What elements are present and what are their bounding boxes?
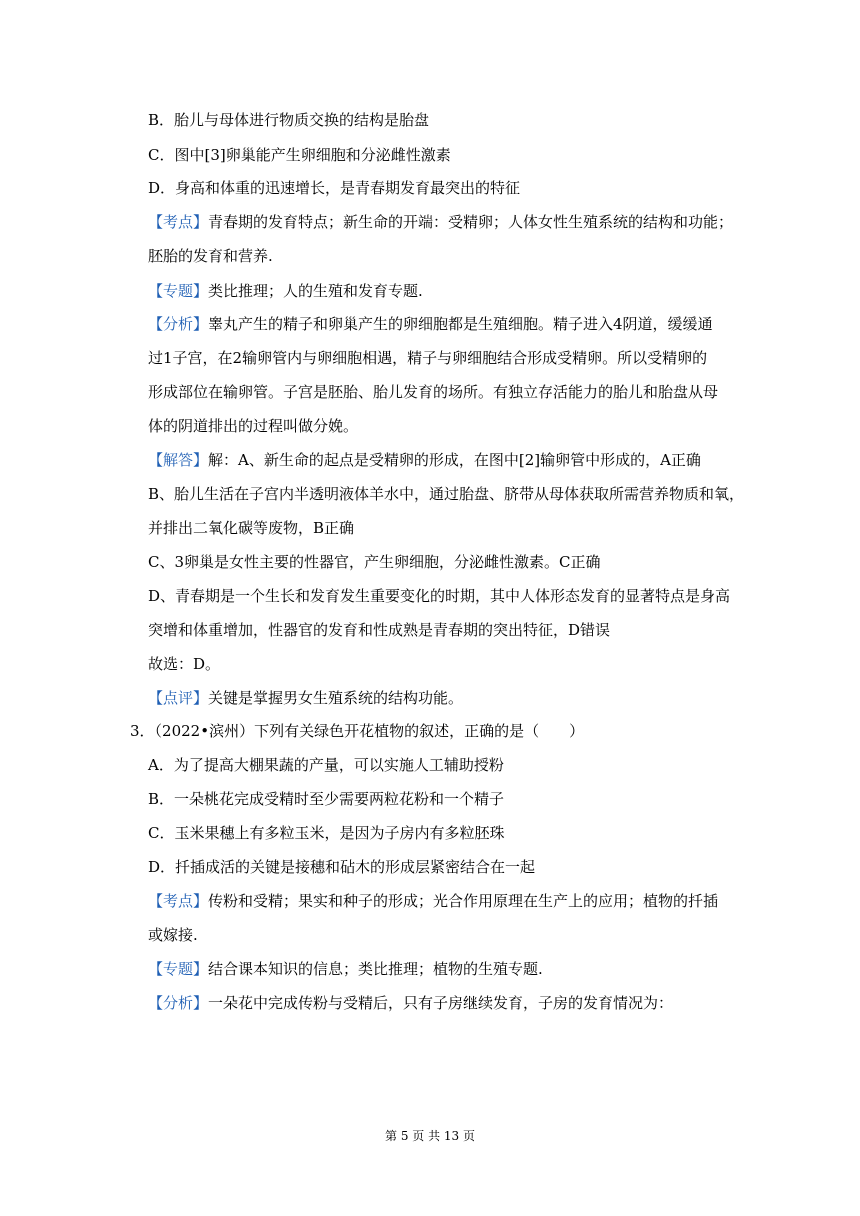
text-line: 形成部位在输卵管。子宫是胚胎、胎儿发育的场所。有独立存活能力的胎儿和胎盘从母 [148, 383, 719, 401]
option-b: B．一朵桃花完成受精时至少需要两粒花粉和一个精子 [148, 790, 505, 808]
section-tag: 【点评】 [148, 689, 209, 707]
section-tag: 【分析】 [148, 315, 209, 333]
text-line: 体的阴道排出的过程叫做分娩。 [148, 417, 359, 435]
text-line: B．胎儿与母体进行物质交换的结构是胎盘 [148, 111, 430, 129]
text-line: 并排出二氧化碳等废物，B正确 [148, 519, 355, 537]
text-line: D．身高和体重的迅速增长，是青春期发育最突出的特征 [148, 179, 521, 197]
text-line: 故选：D。 [148, 655, 221, 673]
section-tag: 【专题】 [148, 282, 209, 300]
text-line: 【考点】传粉和受精；果实和种子的形成；光合作用原理在生产上的应用；植物的扦插 [148, 892, 719, 910]
text-line: 【分析】一朵花中完成传粉与受精后，只有子房继续发育，子房的发育情况为： [148, 994, 674, 1012]
text-line: 胚胎的发育和营养. [148, 247, 273, 265]
section-tag: 【专题】 [148, 960, 209, 978]
text-line: 【解答】解：A、新生命的起点是受精卵的形成，在图中[2]输卵管中形成的，A正确 [148, 451, 701, 469]
section-tag: 【考点】 [148, 892, 209, 910]
text-line: 【专题】类比推理；人的生殖和发育专题. [148, 282, 423, 300]
text-line: 突增和体重增加，性器官的发育和性成熟是青春期的突出特征，D错误 [148, 621, 611, 639]
text-line: 【点评】关键是掌握男女生殖系统的结构功能。 [148, 689, 464, 707]
option-c: C．玉米果穗上有多粒玉米，是因为子房内有多粒胚珠 [148, 824, 505, 842]
text-line: 过1子宫，在2输卵管内与卵细胞相遇，精子与卵细胞结合形成受精卵。所以受精卵的 [148, 349, 708, 367]
page-footer: 第 5 页 共 13 页 [385, 1129, 475, 1143]
text-line: 或嫁接. [148, 926, 198, 944]
section-tag: 【分析】 [148, 994, 209, 1012]
text-line: C．图中[3]卵巢能产生卵细胞和分泌雌性激素 [148, 146, 451, 164]
text-line: 【考点】青春期的发育特点；新生命的开端：受精卵；人体女性生殖系统的结构和功能； [148, 213, 734, 231]
text-line: 【专题】结合课本知识的信息；类比推理；植物的生殖专题. [148, 960, 543, 978]
option-a: A．为了提高大棚果蔬的产量，可以实施人工辅助授粉 [148, 756, 504, 774]
section-tag: 【解答】 [148, 451, 209, 469]
text-line: 【分析】睾丸产生的精子和卵巢产生的卵细胞都是生殖细胞。精子进入4阴道，缓缓通 [148, 315, 713, 333]
text-line: B、胎儿生活在子宫内半透明液体羊水中，通过胎盘、脐带从母体获取所需营养物质和氧， [148, 485, 745, 503]
section-tag: 【考点】 [148, 213, 209, 231]
question-title: 3．（2022•滨州）下列有关绿色开花植物的叙述，正确的是（ ） [130, 722, 585, 740]
text-line: C、3卵巢是女性主要的性器官，产生卵细胞，分泌雌性激素。C正确 [148, 553, 601, 571]
text-line: D、青春期是一个生长和发育发生重要变化的时期，其中人体形态发育的显著特点是身高 [148, 587, 731, 605]
option-d: D．扦插成活的关键是接穗和砧木的形成层紧密结合在一起 [148, 858, 536, 876]
